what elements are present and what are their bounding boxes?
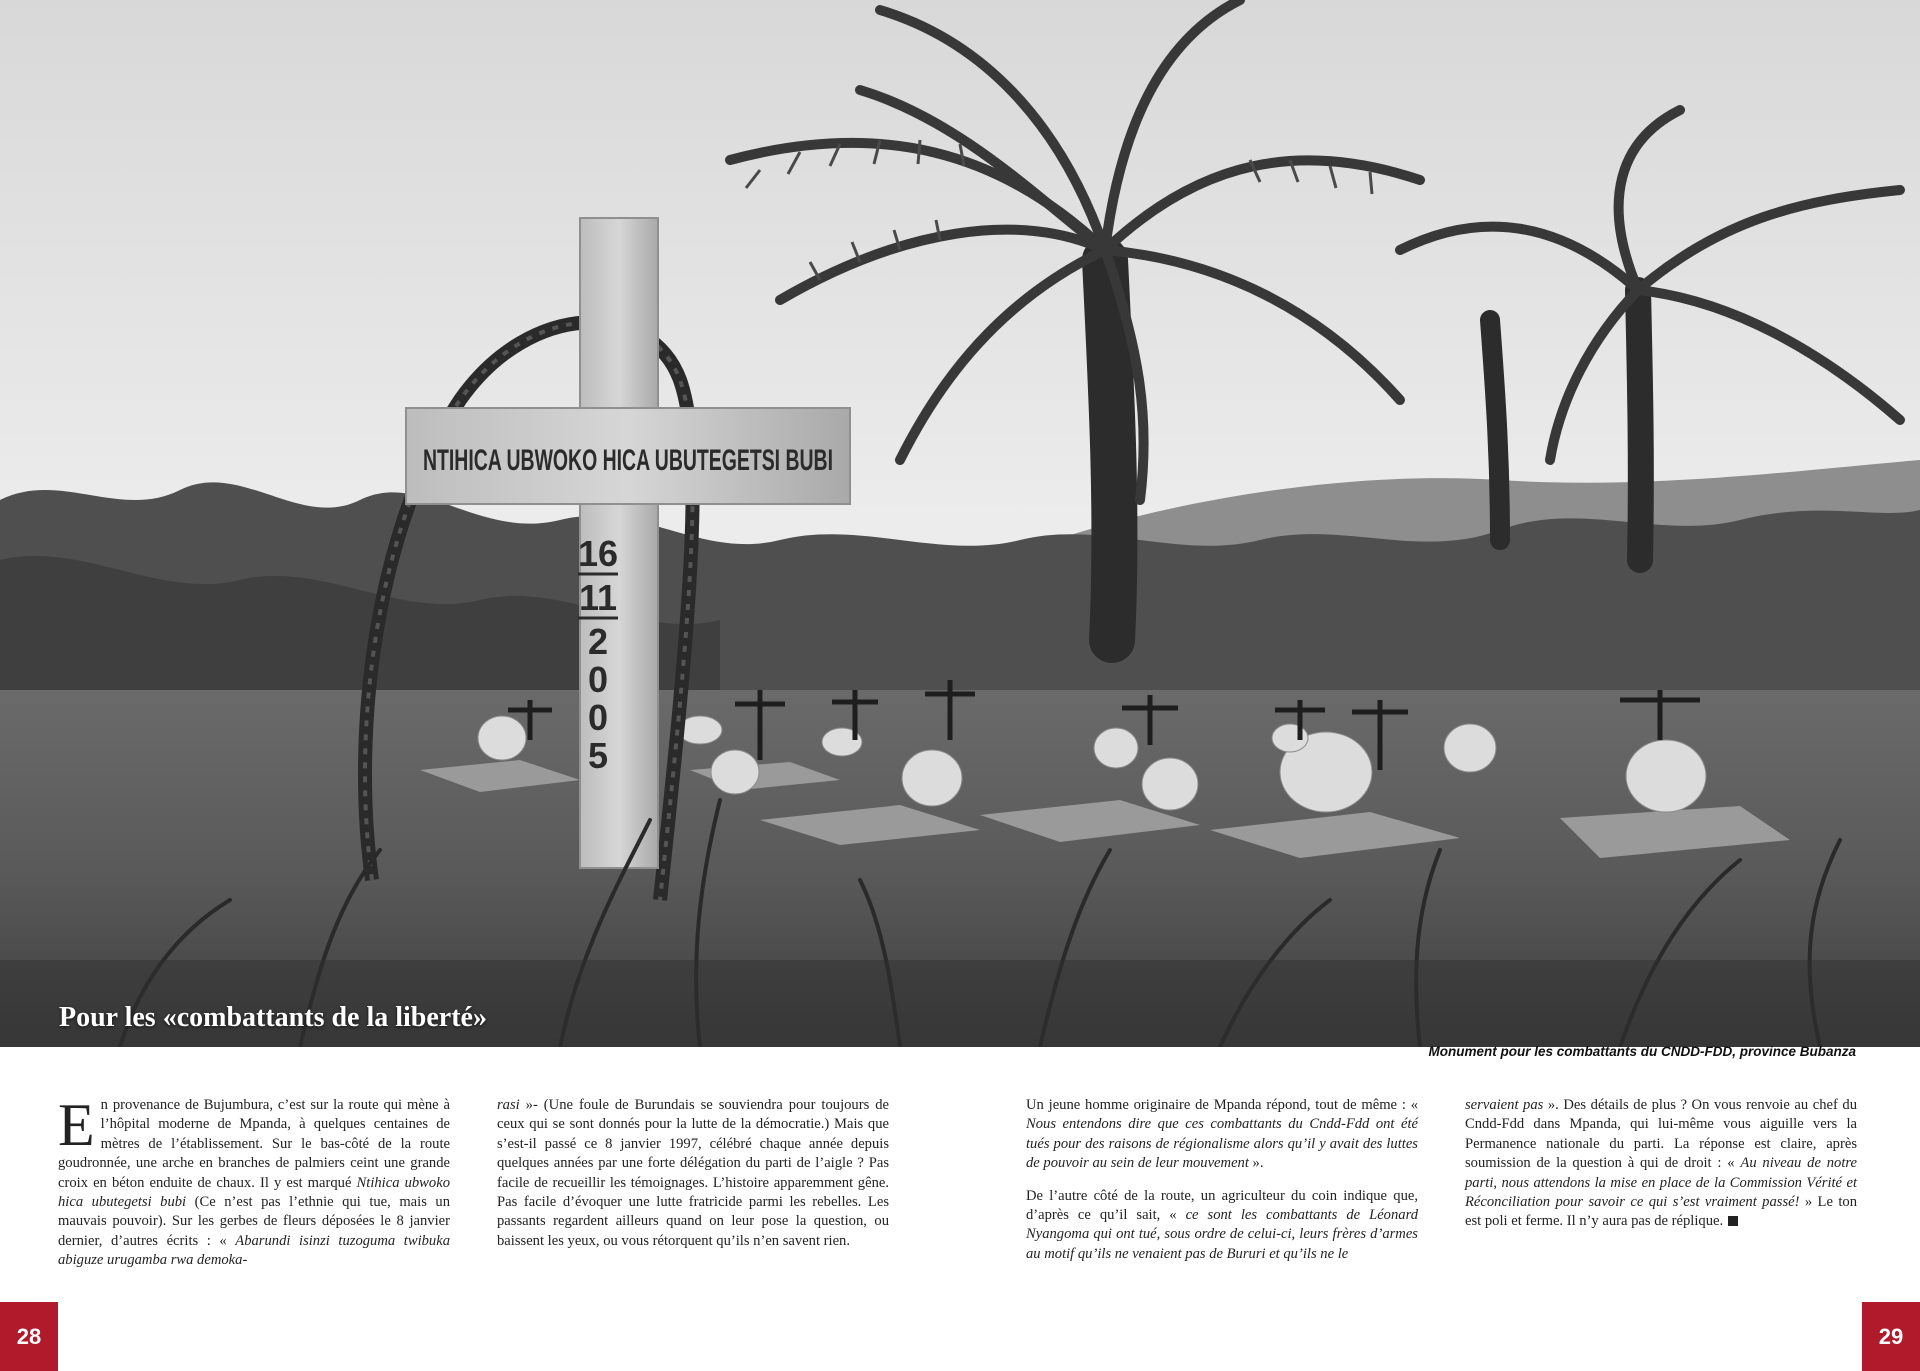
article-title: Pour les «combattants de la liberté» [59, 1002, 487, 1033]
page-number-left: 28 [0, 1302, 58, 1371]
text-run-italic: servaient pas [1465, 1097, 1544, 1113]
page-number-right: 29 [1862, 1302, 1920, 1371]
cross-date-digit: 5 [587, 735, 609, 776]
text-run: ». Des détails de plus ? On vous renvoie au chef du Cndd-Fdd dans Mpanda, qui lui-même vous aiguille vers la Permanence nationale du parti. La réponse est claire, après soumission de la question à qui de droit : « [1465, 1097, 1857, 1172]
cross-date-month: 11 [578, 577, 618, 618]
cross-inscription: NTIHICA UBWOKO HICA UBUTEGETSI BUBI [423, 444, 833, 477]
text-run: »- (Une foule de Burundais se souviendra pour toujours de ceux qui se sont donnés pour la lutte de la démocratie.) Mais que s’est-il passé ce 8 janvier 1997, célébré chaque année depuis quelques années par une forte délégation du parti de l’aigle ? Pas facile de recueillir les témoignages. L’histoire apparemment gêne. Pas facile d’évoquer une lutte fratricide parmi les rebelles. Les passants regardent ailleurs quand on leur pose la question, ou baissent les yeux, ou vous rétorquent qu’ils n’en savent rien. [497, 1097, 889, 1249]
text-run: De l’autre côté de la route, un agriculteur du coin indique que, d’après ce qu’il sait, « [1026, 1187, 1418, 1224]
text-run-italic: Abarundi isinzi tuzoguma twibuka abiguze urugamba rwa demoka- [58, 1232, 450, 1269]
drop-cap: E [58, 1092, 95, 1158]
text-run-italic: Ntihica ubwoko hica ubutegetsi bubi [58, 1174, 450, 1211]
text-run: ». [1248, 1155, 1264, 1172]
cross-date-digit: 0 [587, 659, 609, 700]
cross-date-day: 16 [577, 533, 619, 574]
text-column-4 [1465, 1096, 1857, 1245]
cross-date-digit: 0 [587, 697, 609, 738]
text-run-italic: Au niveau de notre parti, nous attendons la mise en place de la Commission Vérité et Réconciliation pour savoir ce qui s’est vraiment passé! [1465, 1155, 1857, 1211]
text-column-2 [497, 1096, 889, 1264]
text-run: » Le ton est poli et ferme. Il n’y aura pas de réplique. [1465, 1194, 1857, 1230]
paragraph [1465, 1096, 1857, 1232]
text-column-1 [58, 1092, 451, 1284]
paragraph [497, 1096, 889, 1251]
text-column-3 [1026, 1096, 1418, 1277]
text-run: Un jeune homme originaire de Mpanda répond, tout de même : « [1026, 1097, 1418, 1113]
end-of-article-icon [1728, 1216, 1738, 1226]
text-run-italic: ce sont les combattants de Léonard Nyangoma qui ont tué, sous ordre de celui-ci, leurs frères d’armes au motif qu’ils ne venaient pas de Bururi et qu’ils ne le [1026, 1207, 1418, 1262]
text-run: n provenance de Bujumbura, c’est sur la route qui mène à l’hôpital moderne de Mpanda, à quelques centaines de mètres de l’établissement. Sur le bas-côté de la route goudronnée, une arche en branches de palmiers ceint une grande croix en béton enduite de chaux. Il y est marqué [58, 1097, 450, 1191]
paragraph [1026, 1187, 1418, 1265]
cross-date-digit: 2 [587, 621, 609, 662]
paragraph [58, 1092, 451, 1271]
text-run-italic: rasi [497, 1097, 520, 1113]
text-run: (Ce n’est pas l’ethnie qui tue, mais un mauvais pouvoir). Sur les gerbes de fleurs déposées le 8 janvier dernier, d’autres écrits : « [58, 1194, 451, 1249]
paragraph [1026, 1096, 1418, 1174]
photo-caption: Monument pour les combattants du CNDD-FDD, province Bubanza [1428, 1044, 1856, 1059]
text-run-italic: Nous entendons dire que ces combattants du Cndd-Fdd ont été tués pour des raisons de régionalisme alors qu’il y avait des luttes de pouvoir au sein de leur mouvement [1026, 1116, 1418, 1172]
